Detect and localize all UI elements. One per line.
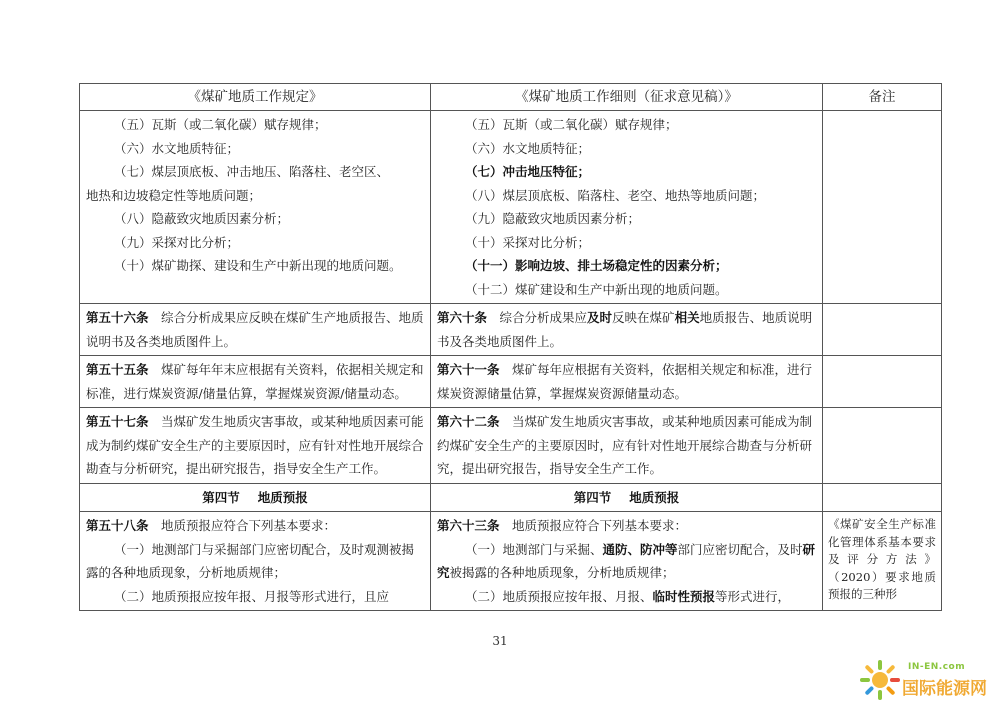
cell-left [80, 111, 431, 304]
changed-text: 及时 [587, 310, 613, 325]
list-item-cont: 地热和边坡稳定性等地质问题； [86, 187, 262, 203]
cell-right [431, 356, 823, 408]
cell-left [80, 512, 431, 611]
watermark-cn: 国际能源网 [902, 679, 987, 699]
header-regulation: 《煤矿地质工作规定》 [80, 84, 431, 111]
list-item: （七）煤层顶底板、冲击地压、陷落柱、老空区、 [114, 164, 390, 179]
changed-text: 通防、防冲等 [602, 541, 678, 557]
header-detailed-rules: 《煤矿地质工作细则（征求意见稿）》 [431, 84, 823, 111]
article-number: 第五十七条 [86, 414, 149, 429]
cell-right [431, 408, 823, 484]
article-number: 第六十条 [437, 310, 488, 325]
list-item: （六）水文地质特征； [114, 140, 240, 156]
list-item-changed: （七）冲击地压特征； [465, 164, 591, 179]
article-text: 煤矿每年应根据有关资料，依据相关规定和标准，进行煤炭资源储量估算，掌握煤炭资源储量动态。 [437, 362, 813, 401]
list-item: （一）地测部门与采掘、通防、防冲等部门应密切配合，及时研究被揭露的各种地质现象，分析地质规律； [437, 541, 816, 580]
article-text: 综合分析成果应反映在煤矿生产地质报告、地质说明书及各类地质图件上。 [86, 310, 424, 349]
section-heading-left [80, 483, 431, 512]
list-item: （九）隐蔽致灾地质因素分析； [465, 211, 641, 226]
comparison-table [79, 83, 942, 611]
article-number: 第六十三条 [437, 518, 500, 533]
changed-text: 相关 [674, 310, 700, 325]
sun-logo-icon [860, 660, 900, 700]
header-remarks: 备注 [823, 84, 942, 111]
cell-remark [823, 304, 942, 356]
changed-text: 研究 [437, 541, 816, 580]
cell-remark [823, 111, 942, 304]
list-item: （十二）煤矿建设和生产中新出现的地质问题。 [465, 281, 728, 297]
list-item: （二）地质预报应按年报、月报、临时性预报等形式进行， [465, 588, 791, 604]
cell-left [80, 356, 431, 408]
page-number: 31 [492, 634, 508, 648]
watermark-logo [860, 658, 995, 704]
article-text: 地质报告、地质说明书及各类地质图件上。 [437, 310, 813, 349]
section-number: 第四节 [573, 489, 612, 505]
article-text: 地质预报应符合下列基本要求： [499, 518, 688, 533]
list-item: （二）地质预报应按年报、月报等形式进行，且应 [114, 588, 390, 604]
table-row [80, 304, 942, 356]
section-row [80, 483, 942, 512]
article-number: 第六十一条 [437, 362, 500, 377]
section-number: 第四节 [202, 489, 240, 505]
table-row [80, 408, 942, 484]
list-item: （十）煤矿勘探、建设和生产中新出现的地质问题。 [114, 258, 402, 273]
article-text: 综合分析成果应 [487, 310, 588, 325]
list-item: （八）煤层顶底板、陷落柱、老空、地热等地质问题； [465, 187, 766, 203]
article-number: 第五十六条 [86, 310, 149, 325]
table-row [80, 356, 942, 408]
list-item: （十）采探对比分析； [465, 234, 591, 250]
list-item: （八）隐蔽致灾地质因素分析； [114, 211, 290, 226]
article-number: 第五十五条 [86, 362, 149, 377]
article-number: 第五十八条 [86, 518, 149, 533]
table-row [80, 512, 942, 611]
article-number: 第六十二条 [437, 414, 500, 429]
cell-right [431, 111, 823, 304]
list-item: （五）瓦斯（或二氧化碳）赋存规律； [114, 117, 327, 132]
remark-note: 《煤矿安全生产标准化管理体系基本要求及评分方法》（2020）要求地质预报的三种形 [823, 512, 942, 611]
article-text: 地质预报应符合下列基本要求： [148, 518, 337, 533]
list-item: （一）地测部门与采掘部门应密切配合，及时观测被揭露的各种地质现象，分析地质规律； [86, 541, 415, 580]
cell-right [431, 304, 823, 356]
article-text: 当煤矿发生地质灾害事故，或某种地质因素可能成为制约煤矿安全生产的主要原因时，应有针对性地开展综合勘查与分析研究，提出研究报告，指导安全生产工作。 [86, 414, 424, 476]
cell-remark [823, 356, 942, 408]
list-item: （五）瓦斯（或二氧化碳）赋存规律； [465, 117, 678, 132]
changed-text: 临时性预报 [652, 588, 716, 604]
cell-left [80, 304, 431, 356]
watermark-en: IN-EN.com [908, 662, 966, 672]
list-item-changed: （十一）影响边坡、排土场稳定性的因素分析； [465, 258, 728, 273]
list-item: （六）水文地质特征； [465, 140, 591, 156]
cell-remark [823, 408, 942, 484]
section-title: 地质预报 [257, 489, 308, 505]
section-title: 地质预报 [629, 489, 680, 505]
article-text: 煤矿每年年末应根据有关资料，依据相关规定和标准，进行煤炭资源/储量估算，掌握煤炭资源/储量动态。 [86, 362, 424, 401]
cell-left [80, 408, 431, 484]
list-item: （九）采探对比分析； [114, 234, 240, 250]
table-header-row [80, 84, 942, 111]
article-text: 反映在煤矿 [612, 310, 675, 325]
cell-remark [823, 483, 942, 512]
article-text: 当煤矿发生地质灾害事故，或某种地质因素可能成为制约煤矿安全生产的主要原因时，应有针对性地开展综合勘查与分析研究，提出研究报告，指导安全生产工作。 [437, 414, 813, 476]
cell-right [431, 512, 823, 611]
table-row [80, 111, 942, 304]
section-heading-right [431, 483, 823, 512]
